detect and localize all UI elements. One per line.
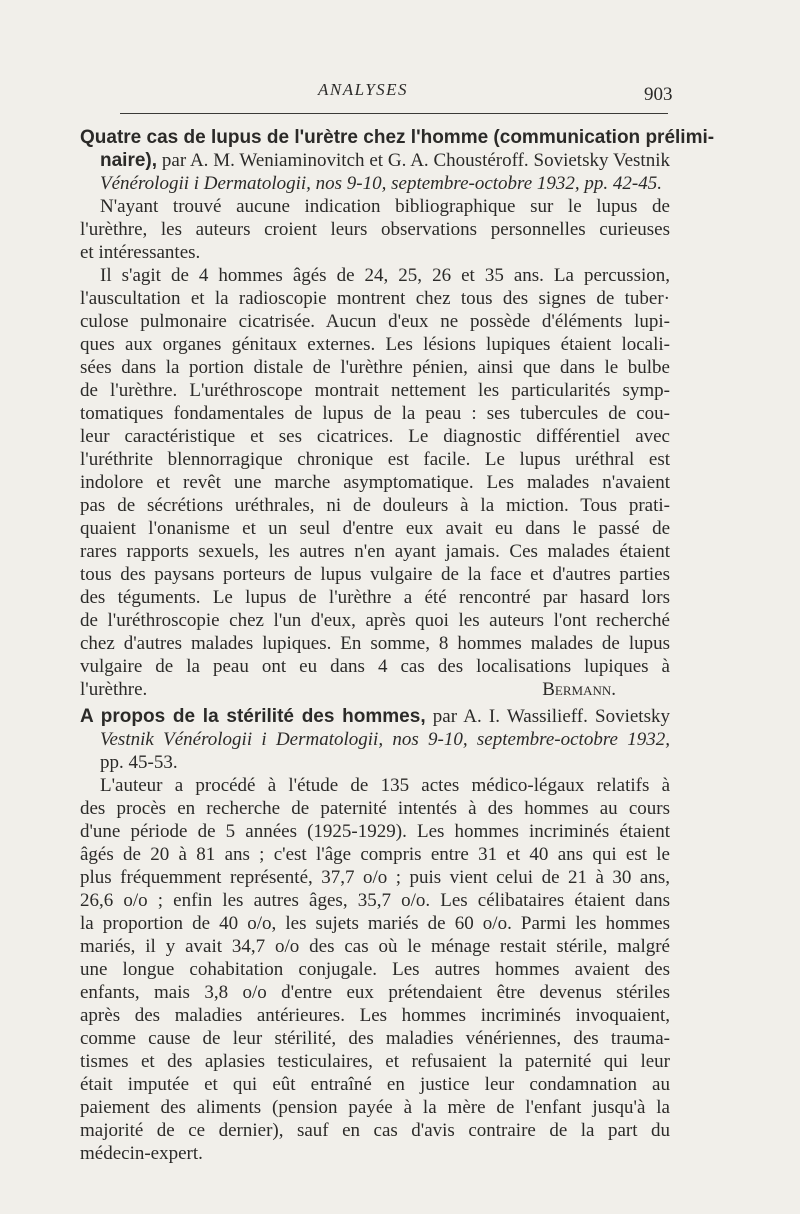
author-signature: Bermann. <box>542 679 616 700</box>
text-line: l'auscultation et la radioscopie montrent chez tous des signes de tuber· <box>80 288 670 309</box>
text-line: la proportion de 40 o/o, les sujets mariés de 60 o/o. Parmi les hommes <box>80 913 670 934</box>
text-line: rares rapports sexuels, les autres n'en ayant jamais. Ces malades étaient <box>80 541 670 562</box>
text-line: paiement des aliments (pension payée à la mère de l'enfant jusqu'à la <box>80 1097 670 1118</box>
text-line: quaient l'onanisme et un seul d'entre eux avait eu dans le passé de <box>80 518 670 539</box>
article2-body <box>80 774 670 1165</box>
heading-line <box>80 705 670 728</box>
heading-title: naire), <box>100 150 158 171</box>
text-line: après des maladies antérieures. Les hommes incriminés invoquaient, <box>80 1005 670 1026</box>
text-line: l'urèthre, les auteurs croient leurs observations personnelles curieuses <box>80 219 670 240</box>
text-line: l'urèthre. Bermann. <box>80 679 616 700</box>
heading-citation: par A. M. Weniaminovitch et G. A. Choustéroff. Sovietsky Vestnik <box>157 150 670 171</box>
header-rule <box>120 113 668 114</box>
page-number: 903 <box>644 84 673 105</box>
text-line: et intéressantes. <box>80 242 201 263</box>
text-line: une longue cohabitation conjugale. Les autres hommes avaient des <box>80 959 670 980</box>
text-line: vulgaire de la peau ont eu dans 4 cas des localisations lupiques à <box>80 656 670 677</box>
heading-citation: Vénérologii i Dermatologii, nos 9-10, septembre-octobre 1932, pp. 42-45. <box>100 173 663 194</box>
text-line: 26,6 o/o ; enfin les autres âges, 35,7 o/o. Les célibataires étaient dans <box>80 890 670 911</box>
text-line: culose pulmonaire cicatrisée. Aucun d'eux ne possède d'éléments lupi- <box>80 311 670 332</box>
text-line: plus fréquemment représenté, 37,7 o/o ; puis vient celui de 21 à 30 ans, <box>80 867 670 888</box>
heading-title: A propos de la stérilité des hommes, <box>80 706 426 727</box>
text-line: était imputée et qui eût entraîné en justice leur condamnation au <box>80 1074 670 1095</box>
heading-citation: par A. I. Wassilieff. Sovietsky <box>425 706 670 727</box>
text-line: d'une période de 5 années (1925-1929). Les hommes incriminés étaient <box>80 821 670 842</box>
text-line: l'uréthrite blennorragique chronique est facile. Le lupus uréthral est <box>80 449 670 470</box>
text-line: médecin-expert. <box>80 1143 203 1164</box>
heading-citation: pp. 45-53. <box>100 752 178 773</box>
text-line: tismes et des aplasies testiculaires, et refusaient la paternité qui leur <box>80 1051 670 1072</box>
text-line: leur caractéristique et ses cicatrices. Le diagnostic différentiel avec <box>80 426 670 447</box>
text-line: indolore et revêt une marche asymptomatique. Les malades n'avaient <box>80 472 670 493</box>
running-head-title: ANALYSES <box>318 80 409 99</box>
text-line: mariés, il y avait 34,7 o/o des cas où le ménage restait stérile, malgré <box>80 936 670 957</box>
paragraph <box>80 195 670 264</box>
heading-line <box>80 149 670 172</box>
text-line: âgés de 20 à 81 ans ; c'est l'âge compris entre 31 et 40 ans qui est le <box>80 844 670 865</box>
article1-heading <box>80 126 715 195</box>
text-line: enfants, mais 3,8 o/o d'entre eux prétendaient être devenus stériles <box>80 982 670 1003</box>
article2-heading <box>80 705 670 774</box>
text-line: de l'uréthroscopie chez l'un d'eux, après quoi les auteurs l'ont recherché <box>80 610 670 631</box>
paragraph <box>80 774 670 1165</box>
text-line: chez d'autres malades lupiques. En somme, 8 hommes malades de lupus <box>80 633 670 654</box>
running-head <box>0 80 800 104</box>
heading-line <box>80 172 670 195</box>
text-line: tomatiques fondamentales de lupus de la peau : ses tubercules de cou- <box>80 403 670 424</box>
heading-title: Quatre cas de lupus de l'urètre chez l'homme (communication prélimi- <box>80 127 715 148</box>
heading-citation: Vestnik Vénérologii i Dermatologii, nos 9-10, septembre-octobre 1932, <box>100 729 670 750</box>
text-line: tous des paysans porteurs de lupus vulgaire de la face et d'autres parties <box>80 564 670 585</box>
text-line: des téguments. Le lupus de l'urèthre a été rencontré par hasard lors <box>80 587 670 608</box>
page-content <box>80 126 715 1165</box>
text-line: comme cause de leur stérilité, des maladies vénériennes, des trauma- <box>80 1028 670 1049</box>
text-line: N'ayant trouvé aucune indication bibliographique sur le lupus de <box>100 196 670 217</box>
article1-body <box>80 195 670 701</box>
paragraph <box>80 264 670 701</box>
text-line: des procès en recherche de paternité intentés à des hommes au cours <box>80 798 670 819</box>
text-line: L'auteur a procédé à l'étude de 135 actes médico-légaux relatifs à <box>100 775 670 796</box>
heading-line <box>80 751 670 774</box>
heading-line <box>80 126 715 149</box>
heading-line <box>80 728 670 751</box>
text-line: Il s'agit de 4 hommes âgés de 24, 25, 26 et 35 ans. La percussion, <box>100 265 670 286</box>
text-line: de l'urèthre. L'uréthroscope montrait nettement les particularités symp- <box>80 380 670 401</box>
text-line: majorité de ce dernier), sauf en cas d'avis contraire de la part du <box>80 1120 670 1141</box>
text-line: sées dans la portion distale de l'urèthre pénien, ainsi que dans le bulbe <box>80 357 670 378</box>
text-line: pas de sécrétions uréthrales, ni de douleurs à la miction. Tous prati- <box>80 495 670 516</box>
text-line: ques aux organes génitaux externes. Les lésions lupiques étaient locali- <box>80 334 670 355</box>
